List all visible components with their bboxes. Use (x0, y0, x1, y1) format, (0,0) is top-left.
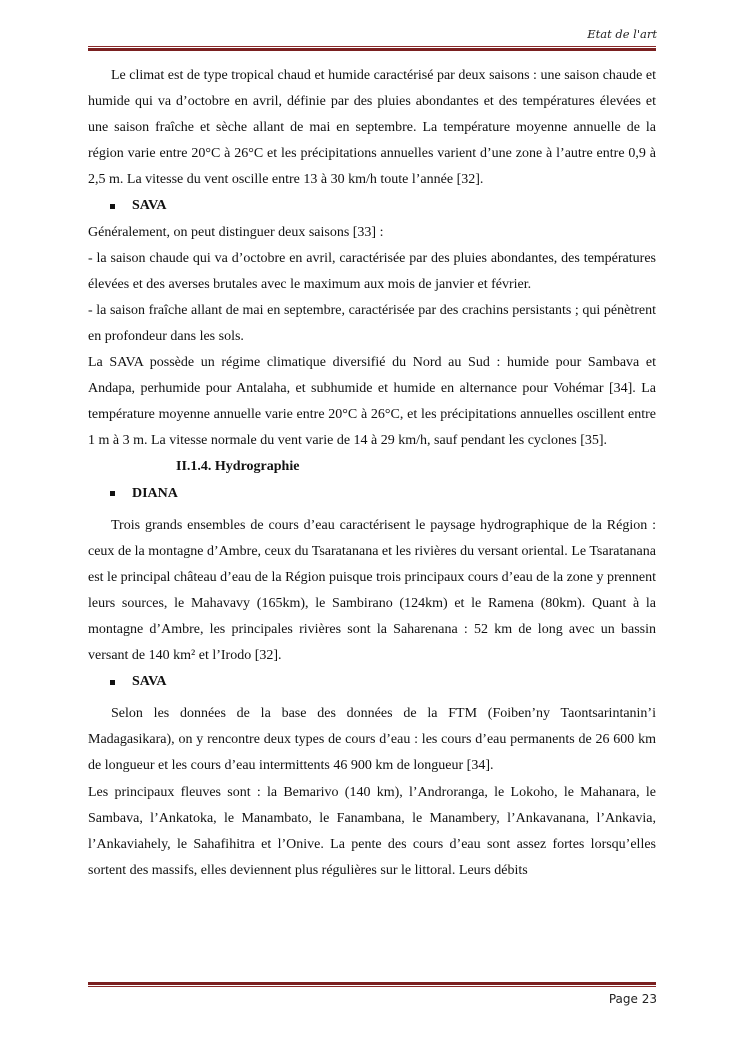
paragraph-cool-season: - la saison fraîche allant de mai en septembre, caractérisée par des crachins persistants ; qui pénètrent en profondeur dans les sols. (88, 302, 656, 344)
paragraph-hydro-sava: Selon les données de la base des données de la FTM (Foiben’ny Taontsarintanin’i Madagasikara), on y rencontre deux types de cours d’eau : les cours d’eau permanents de 26 600 km de longueur et les cours d’eau intermittents 46 900 km de longueur [34]. (88, 706, 656, 774)
header-rule (88, 46, 656, 51)
bullet-heading-sava (88, 193, 656, 219)
paragraph-two-seasons: Généralement, on peut distinguer deux saisons [33] : (88, 224, 384, 240)
bullet-label: SAVA (132, 198, 167, 214)
paragraph-hydro-diana: Trois grands ensembles de cours d’eau caractérisent le paysage hydrographique de la Région : ceux de la montagne d’Ambre, ceux du Tsaratanana et les rivières du versant oriental. Le Tsaratanana est le principal château d’eau de la Région puisque trois principaux cours d’eau de la zone y prennent leurs sources, le Mahavavy (165km), le Sambirano (124km) et le Ramena (80km). Quant à la montagne d’Ambre, les principales rivières sont la Saharenana : 52 km de long avec un bassin versant de 140 km² et l’Irodo [32]. (88, 517, 656, 664)
paragraph-main-rivers: Les principaux fleuves sont : la Bemarivo (140 km), l’Androranga, le Lokoho, le Mahanara, le Sambava, l’Ankatoka, le Manambato, le Fanambana, le Manambery, l’Ankavanana, l’Ankavia, l’Ankaviahely, le Sahafihitra et l’Onive. La pente des cours d’eau sont assez fortes lorsqu’elles sortent des massifs, elles deviennent plus régulières sur le littoral. Leurs débits (88, 784, 656, 878)
paragraph-hot-season: - la saison chaude qui va d’octobre en avril, caractérisée par des pluies abondantes, des températures élevées et des averses brutales avec le maximum aux mois de janvier et février. (88, 250, 656, 292)
bullet-heading-diana (88, 481, 656, 507)
bullet-heading-sava-2 (88, 669, 656, 695)
page-content (88, 63, 656, 884)
square-bullet-icon (110, 204, 115, 209)
square-bullet-icon (110, 491, 115, 496)
page-number: Page 23 (608, 992, 657, 1006)
section-heading-hydrography: II.1.4. Hydrographie (176, 459, 300, 475)
bullet-label: DIANA (132, 485, 178, 501)
paragraph-climate-diana: Le climat est de type tropical chaud et humide caractérisé par deux saisons : une saison chaude et humide qui va d’octobre en avril, définie par des pluies abondantes et des températures élevées et une saison fraîche et sèche allant de mai en septembre. La température moyenne annuelle de la région varie entre 20°C à 26°C et les précipitations annuelles varient d’une zone à l’autre entre 0,9 à 2,5 m. La vitesse du vent oscille entre 13 à 30 km/h toute l’année [32]. (88, 68, 656, 188)
square-bullet-icon (110, 680, 115, 685)
bullet-label: SAVA (132, 674, 167, 690)
paragraph-climate-sava: La SAVA possède un régime climatique diversifié du Nord au Sud : humide pour Sambava et Andapa, perhumide pour Antalaha, et subhumide et humide en alternance pour Vohémar [34]. La température moyenne annuelle varie entre 20°C à 26°C, et les précipitations annuelles oscillent entre 1 m à 3 m. La vitesse normale du vent varie de 14 à 29 km/h, sauf pendant les cyclones [35]. (88, 355, 656, 449)
running-header: Etat de l'art (587, 27, 657, 41)
footer-rule (88, 982, 656, 987)
